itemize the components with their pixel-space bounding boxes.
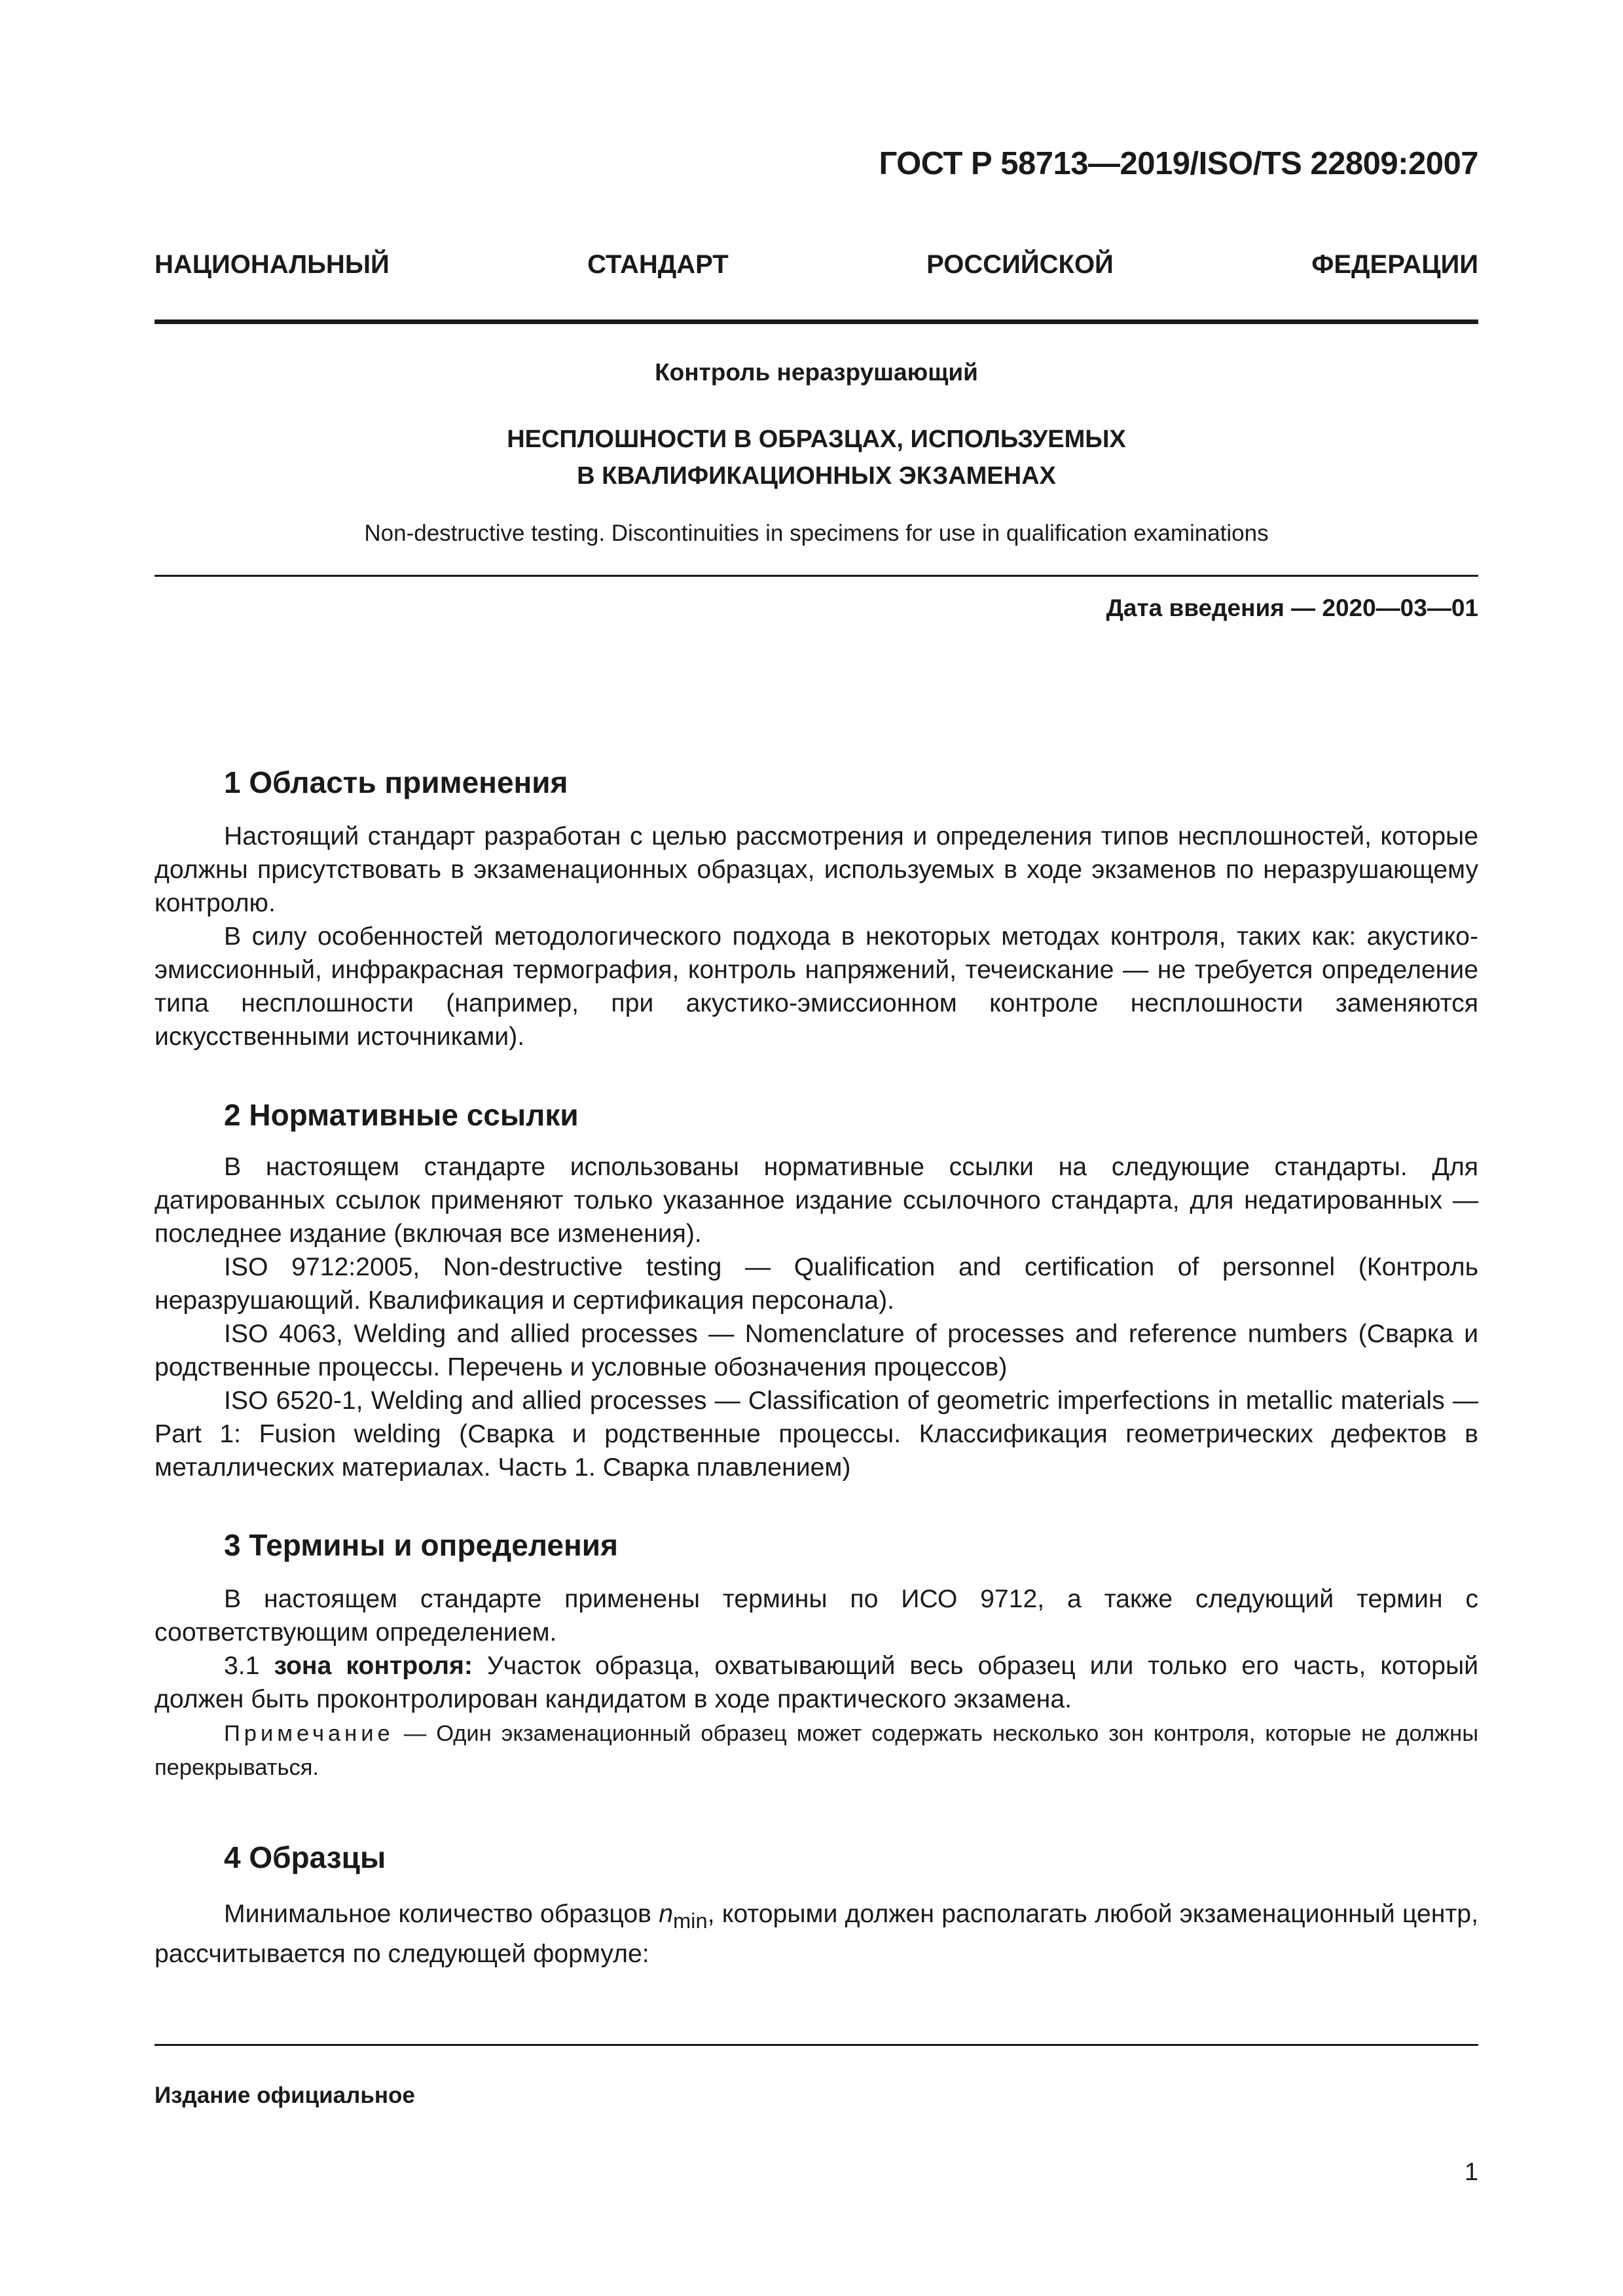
section-2-paragraph: В настоящем стандарте использованы нормативные ссылки на следующие стандарты. Для датированных ссылок применяют только указанное издание ссылочного стандарта, для недатированных — последнее издание (включая все изменения). <box>155 1153 1478 1248</box>
section-2-reference: ISO 9712:2005, Non-destructive testing — Qualification and certification of personnel (Контроль неразрушающий. Квалификация и сертификация персонала). <box>155 1253 1478 1315</box>
english-title: Non-destructive testing. Discontinuities in specimens for use in qualification examinations <box>364 520 1269 546</box>
note-label: Примечание <box>224 1721 394 1746</box>
title-rule <box>155 575 1478 577</box>
section-3-paragraph: В настоящем стандарте применены термины по ИСО 9712, а также следующий термин с соответствующим определением. <box>155 1585 1478 1647</box>
section-4-paragraph <box>155 1897 1478 1971</box>
section-3-body <box>155 1582 1478 1716</box>
section-4-body <box>155 1897 1478 1971</box>
national-standard-caption: НАЦИОНАЛЬНЫЙ СТАНДАРТ РОССИЙСКОЙ ФЕДЕРАЦИИ <box>155 250 1478 279</box>
term-definition <box>155 1649 1478 1716</box>
formula-variable: n <box>659 1900 673 1928</box>
term-number: 3.1 <box>224 1652 260 1680</box>
section-1-paragraph: Настоящий стандарт разработан с целью рассмотрения и определения типов несплошностей, которые должны присутствовать в экзаменационных образцах, используемых в ходе экзаменов по неразрушающему контролю. <box>155 822 1478 917</box>
header-rule <box>155 319 1478 324</box>
section-1-heading: 1 Область применения <box>224 765 568 799</box>
section-3-note <box>155 1717 1478 1785</box>
section-2-heading: 2 Нормативные ссылки <box>224 1098 579 1132</box>
main-title <box>155 421 1478 494</box>
section-2-reference: ISO 4063, Welding and allied processes — Nomenclature of processes and reference numbers (Сварка и родственные процессы. Перечень и условные обозначения процессов) <box>155 1320 1478 1381</box>
formula-subscript: min <box>672 1908 708 1933</box>
main-title-line-2: В КВАЛИФИКАЦИОННЫХ ЭКЗАМЕНАХ <box>577 462 1056 490</box>
document-designation: ГОСТ Р 58713—2019/ISO/TS 22809:2007 <box>879 146 1478 181</box>
term-definition-text: Участок образца, охватывающий весь образец или только его часть, который должен быть проконтролирован кандидатом в ходе практического экзамена. <box>155 1652 1479 1713</box>
section-3-heading: 3 Термины и определения <box>224 1528 618 1562</box>
section-4-text-before: Минимальное количество образцов <box>224 1900 651 1928</box>
section-1-body <box>155 820 1478 1053</box>
subject-title: Контроль неразрушающий <box>655 359 978 386</box>
footer-rule <box>155 2044 1478 2046</box>
main-title-line-1: НЕСПЛОШНОСТИ В ОБРАЗЦАХ, ИСПОЛЬЗУЕМЫХ <box>507 426 1126 453</box>
effective-date: Дата введения — 2020—03—01 <box>1106 594 1478 621</box>
official-edition-label: Издание официальное <box>155 2083 415 2108</box>
section-2-body <box>155 1150 1478 1484</box>
section-4-heading: 4 Образцы <box>224 1840 386 1874</box>
note-text: — Один экзаменационный образец может содержать несколько зон контроля, которые не должны перекрываться. <box>155 1721 1478 1780</box>
section-1-paragraph: В силу особенностей методологического подхода в некоторых методах контроля, таких как: акустико-эмиссионный, инфракрасная термография, контроль напряжений, течеискание — не требуется определение типа несплошности (например, при акустико-эмиссионном контроле несплошности заменяются искусственными источниками). <box>155 922 1478 1051</box>
section-4-text-after: , которыми должен располагать любой экзаменационный центр, рассчитывается по следующей формуле: <box>155 1900 1478 1968</box>
section-2-reference: ISO 6520-1, Welding and allied processes — Classification of geometric imperfections in metallic materials — Part 1: Fusion welding (Сварка и родственные процессы. Классификация геометрических дефектов в металлических материалах. Часть 1. Сварка плавлением) <box>155 1387 1478 1482</box>
page-number: 1 <box>1464 2159 1478 2186</box>
term-name: зона контроля: <box>274 1652 473 1680</box>
